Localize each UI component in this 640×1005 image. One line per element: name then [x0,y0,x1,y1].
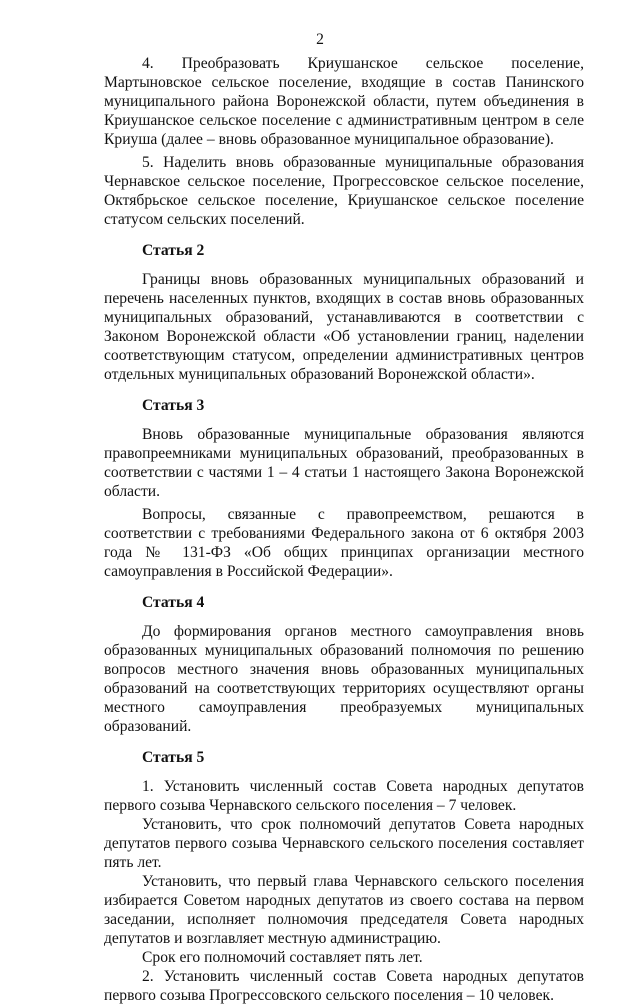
paragraph-clause-5: 5. Наделить вновь образованные муниципальные образования Чернавское сельское поселение, Прогрессовское сельское поселение, Октябрьское сельское поселение, Криушанское сельское поселение статусом сельских поселений. [104,154,584,228]
page-number: 2 [316,31,324,48]
paragraph-clause-4: 4. Преобразовать Криушанское сельское поселение, Мартыновское сельское поселение, входящие в состав Панинского муниципального района Воронежской области, путем объединения в Криушанское сельское поселение с административным центром в селе Криуша (далее – вновь образованное муниципальное образование). [104,55,584,148]
paragraph-article-5-clause-2: 2. Установить численный состав Совета народных депутатов первого созыва Прогрессовского сельского поселения – 10 человек. [104,968,584,1004]
paragraph-article-5-term: Установить, что срок полномочий депутатов Совета народных депутатов первого созыва Чернавского сельского поселения составляет пять лет. [104,816,584,871]
paragraph-article-5-head-term: Срок его полномочий составляет пять лет. [142,949,423,966]
paragraph-article-3-part-2: Вопросы, связанные с правопреемством, решаются в соответствии с требованиями Федерального закона от 6 октября 2003 года № 131-ФЗ «Об общих принципах организации местного самоуправления в Российской Федерации». [104,506,584,580]
paragraph-article-5-head: Установить, что первый глава Чернавского сельского поселения избирается Советом народных депутатов из своего состава на первом заседании, исполняет полномочия председателя Совета народных депутатов и возглавляет местную администрацию. [104,873,584,947]
paragraph-article-3-part-1: Вновь образованные муниципальные образования являются правопреемниками муниципальных образований, преобразованных в соответствии с частями 1 – 4 статьи 1 настоящего Закона Воронежской области. [104,426,584,500]
heading-article-2: Статья 2 [142,242,205,259]
paragraph-article-5-clause-1: 1. Установить численный состав Совета народных депутатов первого созыва Чернавского сельского поселения – 7 человек. [104,778,584,814]
heading-article-5: Статья 5 [142,749,205,766]
document-body [104,54,584,1005]
paragraph-article-2: Границы вновь образованных муниципальных образований и перечень населенных пунктов, входящих в состав вновь образованных муниципальных образований, устанавливаются в соответствии с Законом Воронежской области «Об установлении границ, наделении соответствующим статусом, определении административных центров отдельных муниципальных образований Воронежской области». [104,271,584,383]
paragraph-article-4: До формирования органов местного самоуправления вновь образованных муниципальных образований полномочия по решению вопросов местного значения вновь образованных муниципальных образований на соответствующих территориях осуществляют органы местного самоуправления преобразуемых муниципальных образований. [104,623,584,735]
heading-article-4: Статья 4 [142,594,205,611]
heading-article-3: Статья 3 [142,397,205,414]
